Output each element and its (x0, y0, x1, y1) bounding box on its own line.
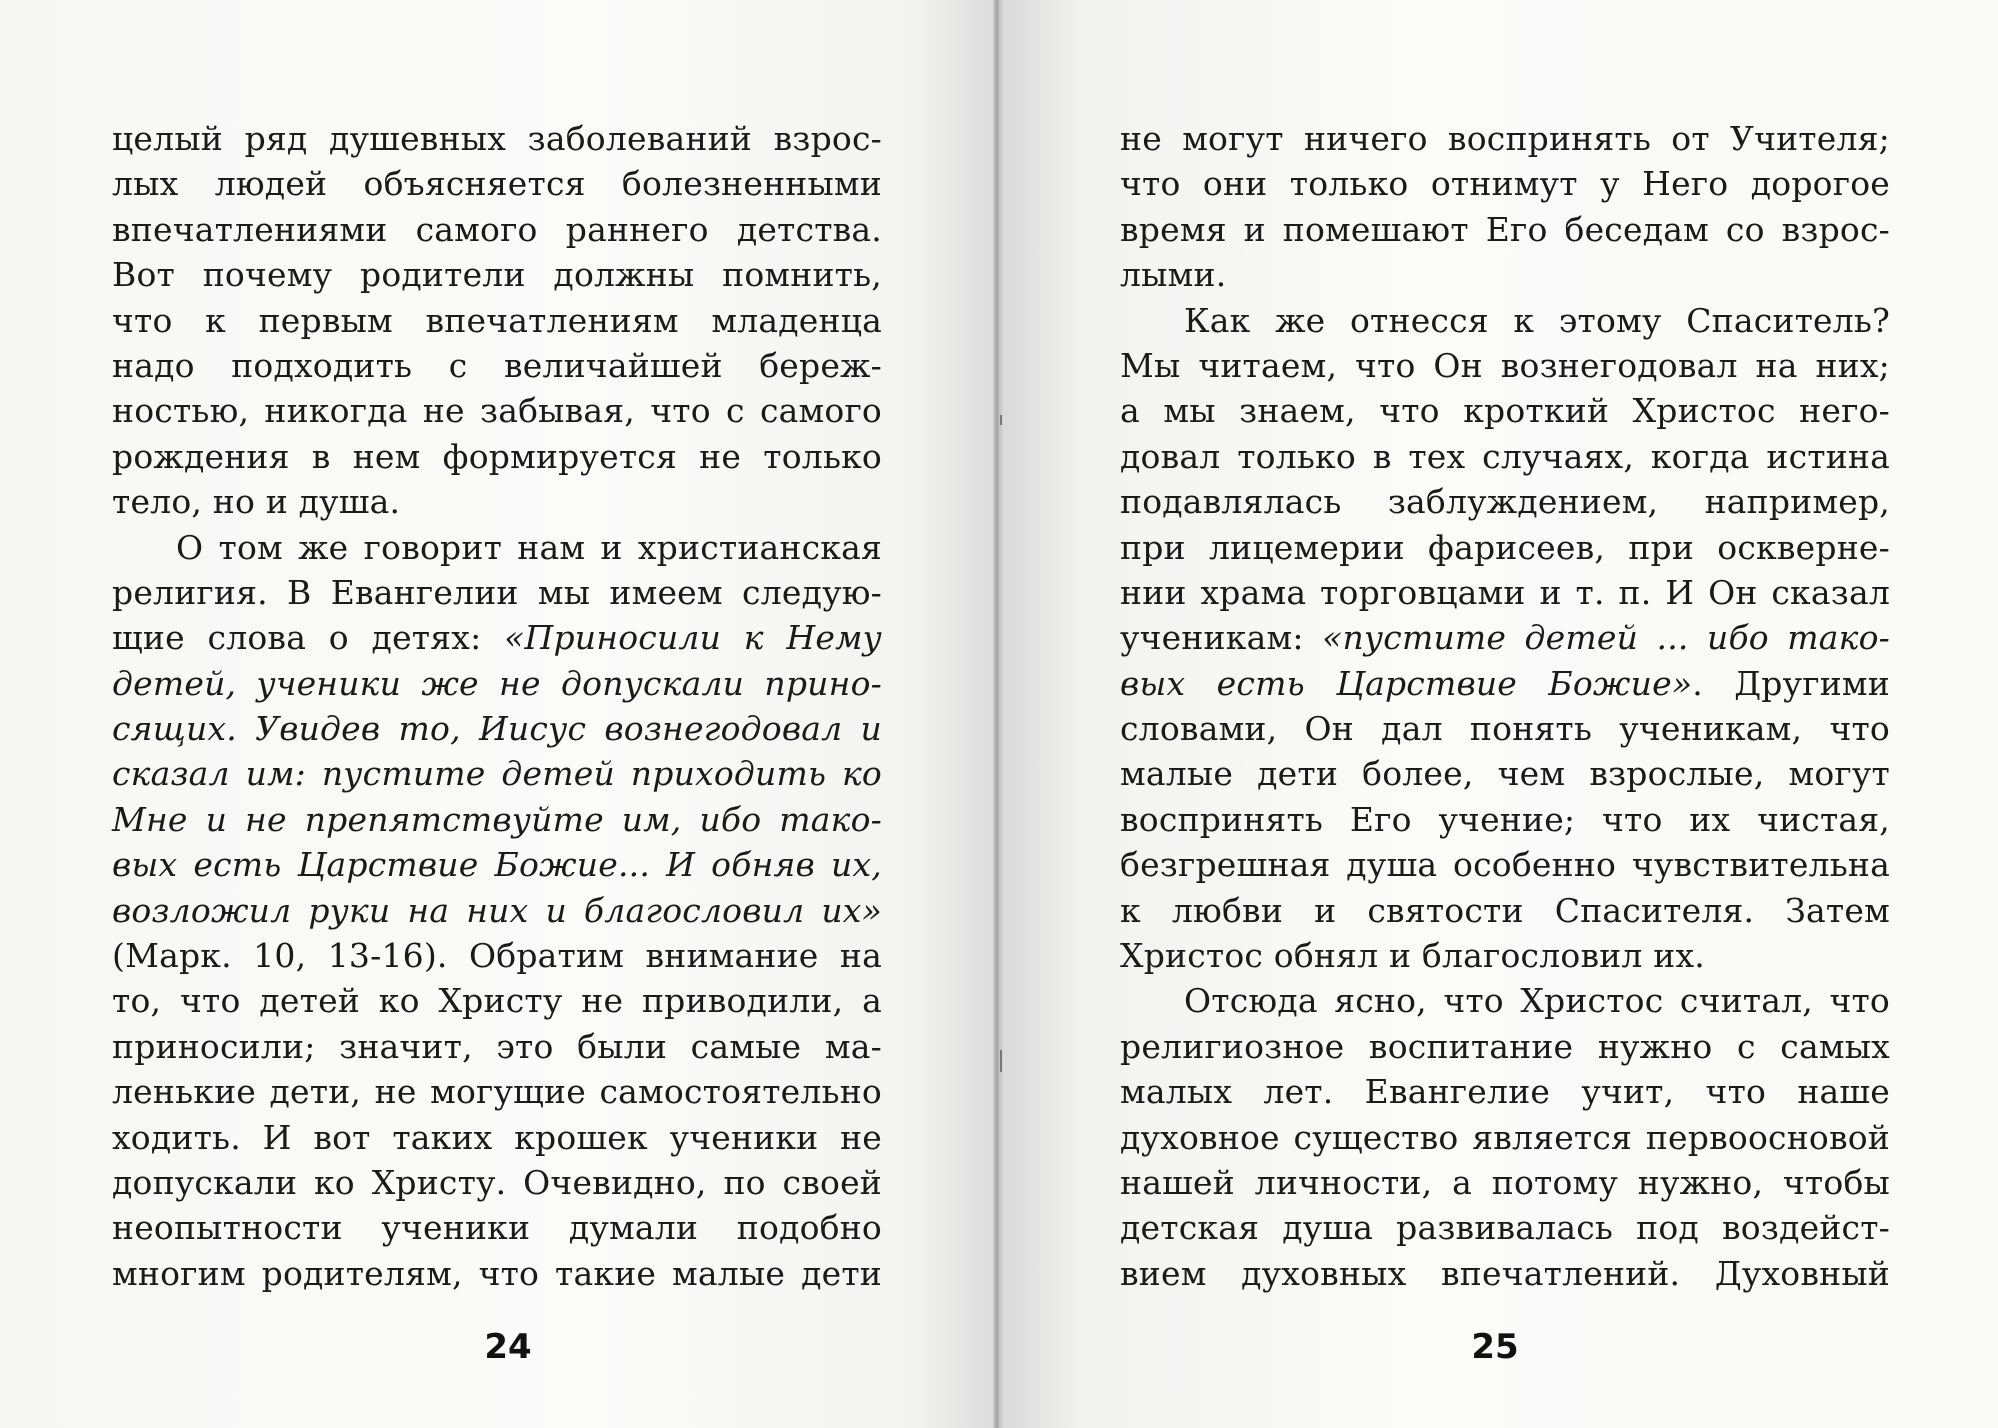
quote-end: вых есть Царствие Божие» (1120, 663, 1693, 703)
text-line: рождения в нем формируется не только (112, 436, 882, 476)
text-line: Мы читаем, что Он вознегодовал на них; (1120, 345, 1890, 385)
text-line: надо подходить с величайшей береж- (112, 345, 882, 385)
text-line: тело, но и душа. (112, 482, 401, 522)
text-line: детская душа развивалась под воздейст- (1120, 1208, 1890, 1248)
text-line: к любви и святости Спасителя. Затем (1120, 890, 1890, 930)
quote-start: «пустите детей ... ибо тако- (1322, 618, 1891, 658)
text-line: то, что детей ко Христу не приводили, а (112, 981, 882, 1021)
text-line: религия. В Евангелии мы имеем следую- (112, 572, 882, 612)
text-line: не могут ничего воспринять от Учителя; (1120, 119, 1890, 158)
page-number: 25 (1471, 1327, 1519, 1367)
text-line: впечатлениями самого раннего детства. (112, 209, 882, 249)
text-line: подавлялась заблуждением, например, (1120, 482, 1890, 522)
text-line: (Марк. 10, 13-16). Обратим внимание на (112, 936, 882, 976)
left-page (0, 0, 993, 1428)
quote-line: вых есть Царствие Божие... И обняв их, (112, 845, 882, 885)
text-line: ленькие дети, не могущие самостоятельно (112, 1072, 882, 1112)
text-line: лых людей объясняется болезненными (112, 164, 882, 204)
text-line: многим родителям, что такие малые дети (112, 1253, 882, 1293)
text-line: вием духовных впечатлений. Духовный (1120, 1253, 1890, 1293)
text-line-mixed (112, 615, 882, 660)
text-line: малых лет. Евангелие учит, что наше (1120, 1072, 1890, 1112)
quote-line: возложил руки на них и благословил их» (112, 890, 882, 930)
text-fragment: . Другими (1692, 663, 1890, 703)
text-line: а мы знаем, что кроткий Христос него- (1120, 391, 1890, 431)
text-line: ходить. И вот таких крошек ученики не (112, 1117, 882, 1157)
text-line: малые дети более, чем взрослые, могут (1120, 754, 1890, 794)
quote-line: детей, ученики же не допускали прино- (112, 663, 882, 703)
text-line: приносили; значит, это были самые ма- (112, 1026, 882, 1066)
book-gutter (993, 0, 1003, 1428)
text-line: безгрешная душа особенно чувствительна (1120, 845, 1890, 885)
text-line: довал только в тех случаях, когда истина (1120, 436, 1890, 476)
paragraph-first-line: Как же отнесся к этому Спаситель? (1184, 300, 1890, 340)
quote-line: Мне и не препятствуйте им, ибо тако- (112, 799, 882, 839)
left-page-text (112, 116, 882, 1296)
quote-line: сказал им: пустите детей приходить ко (112, 754, 882, 794)
text-line: неопытности ученики думали подобно (112, 1208, 882, 1248)
text-line: при лицемерии фарисеев, при оскверне- (1120, 527, 1890, 567)
text-line: что они только отнимут у Него дорогое (1120, 164, 1890, 204)
quote-line: сящих. Увидев то, Иисус вознегодовал и (112, 709, 882, 749)
quote-start: «Приносили к Нему (504, 618, 882, 658)
text-line: время и помешают Его беседам со взрос- (1120, 209, 1890, 249)
text-line-mixed (1120, 661, 1890, 706)
text-line: Христос обнял и благословил их. (1120, 936, 1705, 976)
paragraph-first-line: Отсюда ясно, что Христос считал, что (1184, 981, 1890, 1021)
text-line: воспринять Его учение; что их чистая, (1120, 799, 1890, 839)
crease-mark (1000, 1050, 1002, 1072)
text-line: допускали ко Христу. Очевидно, по своей (112, 1162, 882, 1202)
text-line: духовное существо является первоосновой (1120, 1117, 1890, 1157)
text-fragment: ученикам: (1120, 618, 1323, 658)
crease-mark (1000, 415, 1002, 425)
text-line: словами, Он дал понять ученикам, что (1120, 709, 1890, 749)
text-line: лыми. (1120, 255, 1227, 295)
page-number: 24 (484, 1327, 532, 1367)
text-fragment: щие слова о детях: (112, 618, 505, 658)
text-line: ностью, никогда не забывая, что с самого (112, 391, 882, 431)
text-line: что к первым впечатлениям младенца (112, 300, 882, 340)
right-page-text (1120, 116, 1890, 1296)
text-line: нашей личности, а потому нужно, чтобы (1120, 1162, 1890, 1202)
text-line: целый ряд душевных заболеваний взрос- (112, 119, 882, 158)
text-line: религиозное воспитание нужно с самых (1120, 1026, 1890, 1066)
paragraph-first-line: О том же говорит нам и христианская (176, 527, 882, 567)
text-line-mixed (1120, 615, 1890, 660)
text-line: нии храма торговцами и т. п. И Он сказал (1120, 572, 1890, 612)
text-line: Вот почему родители должны помнить, (112, 255, 882, 295)
